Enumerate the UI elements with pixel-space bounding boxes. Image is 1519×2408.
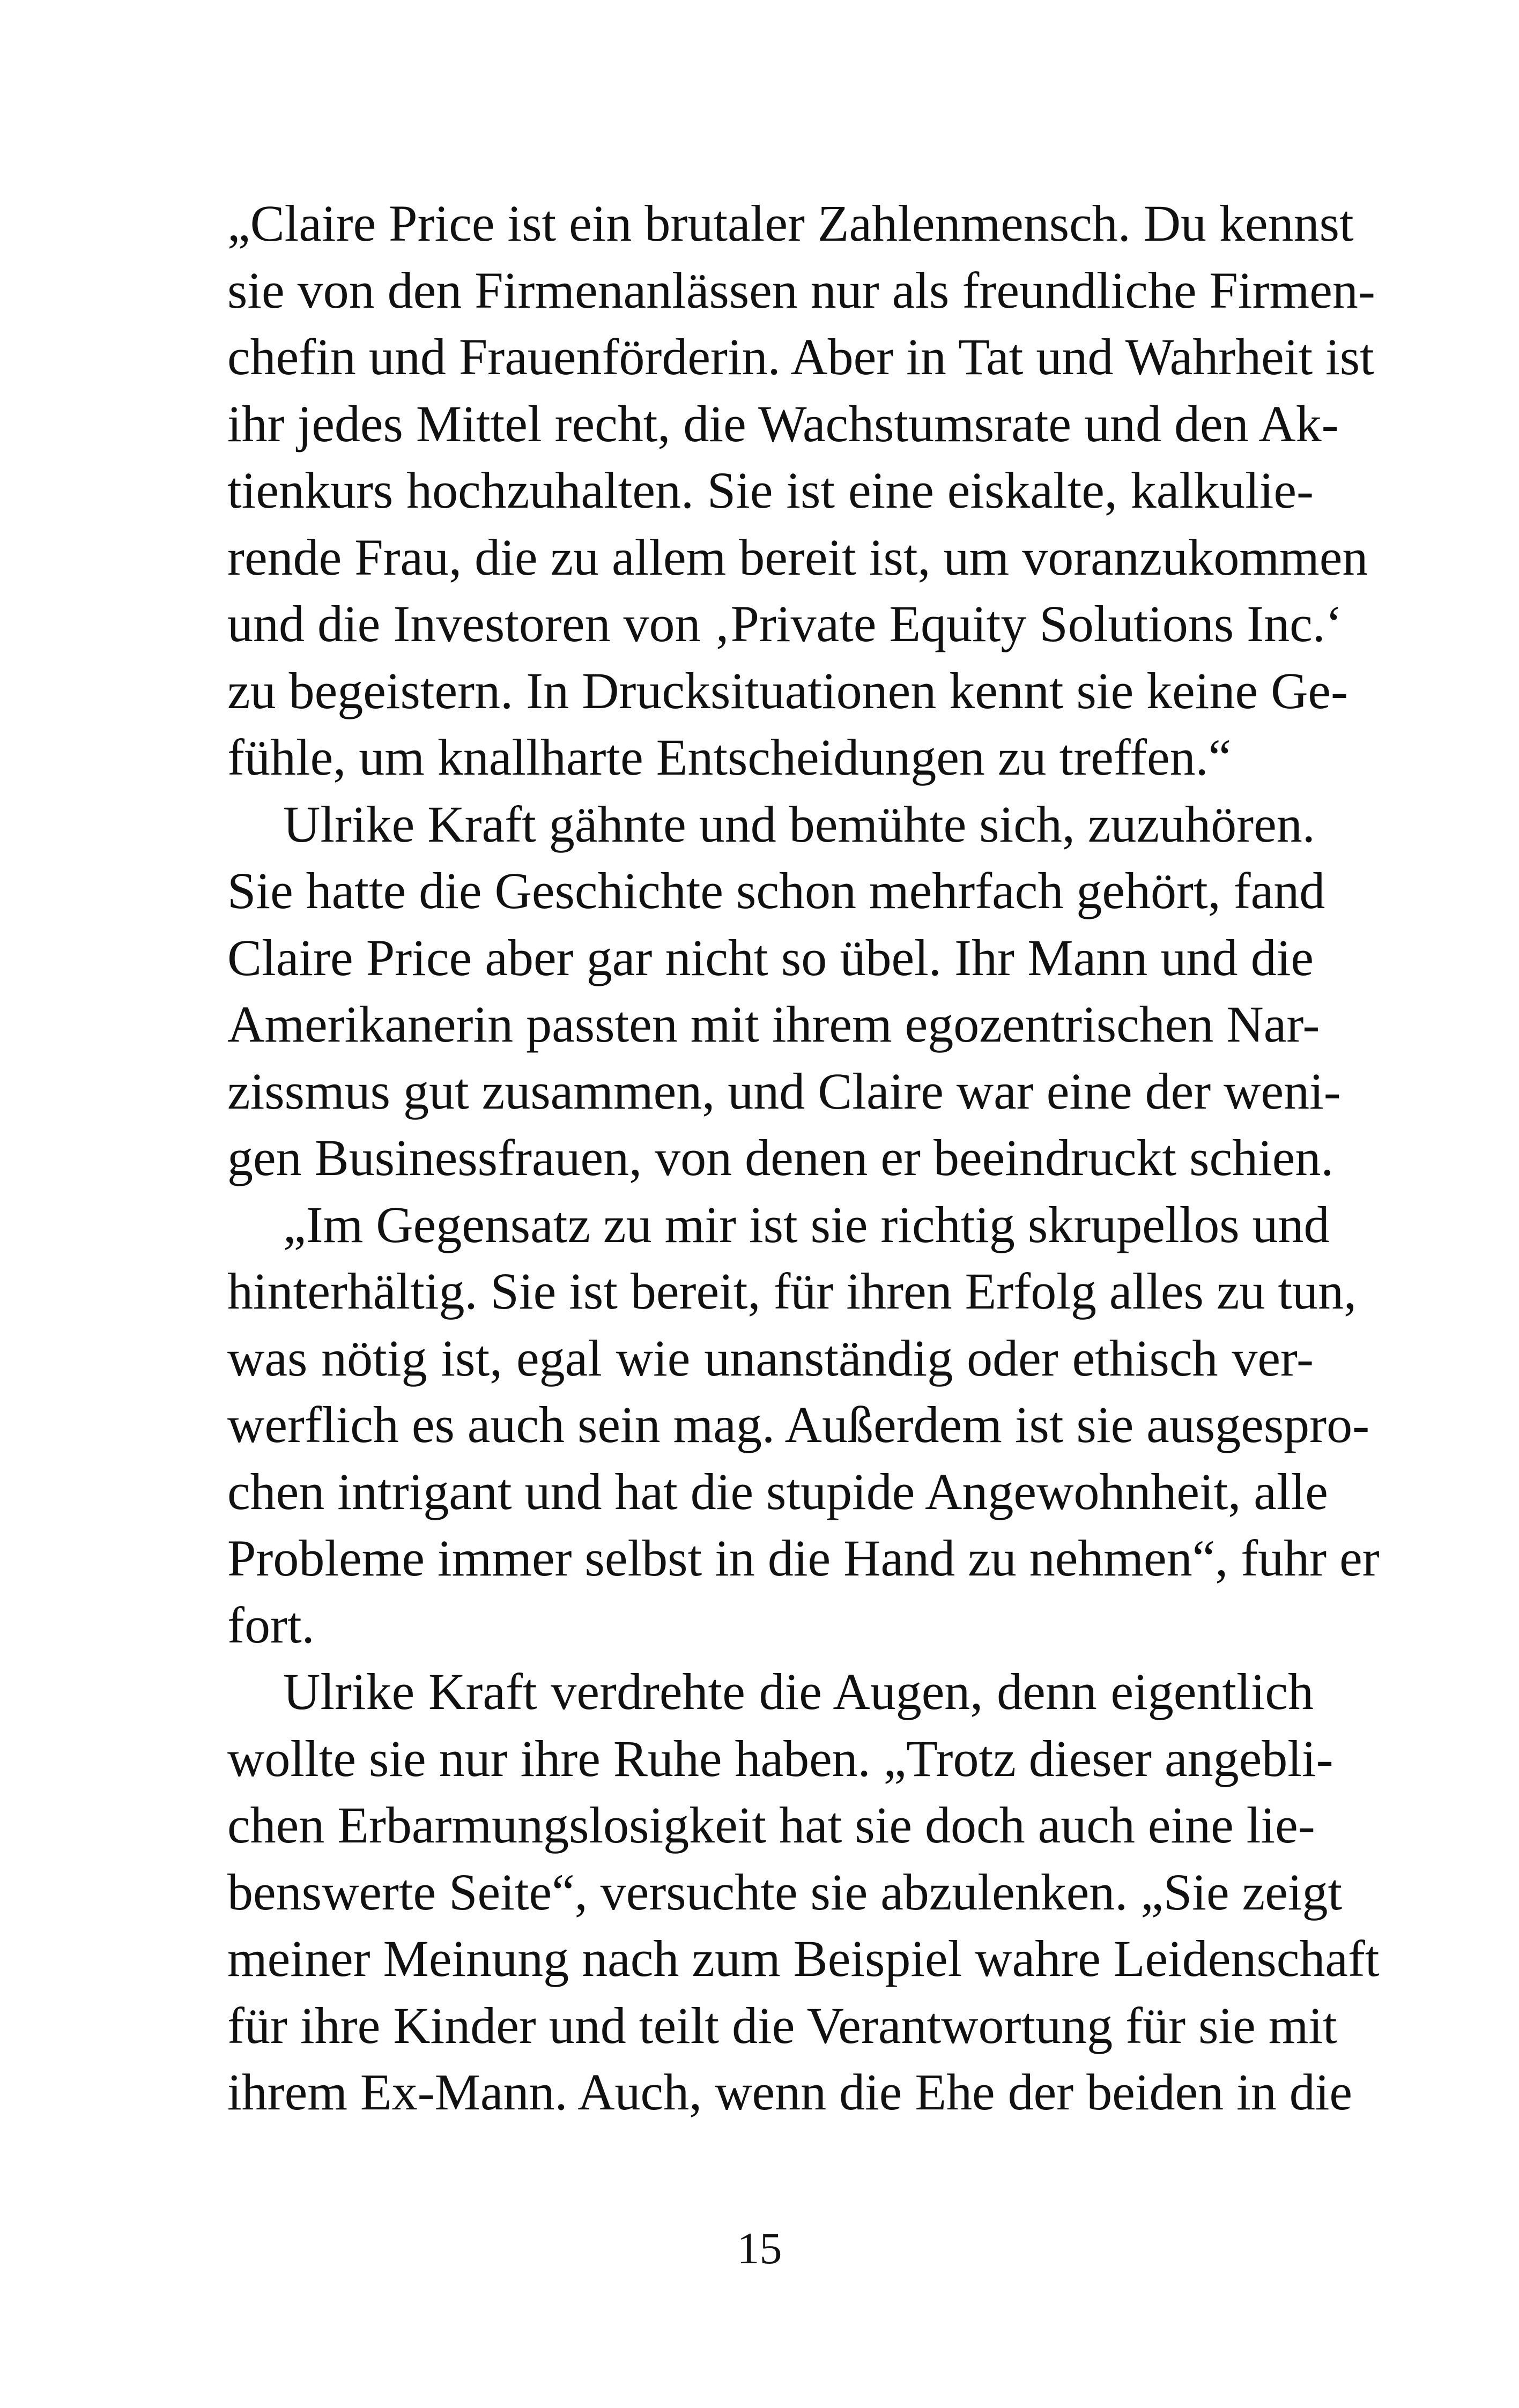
text-line: „Claire Price ist ein brutaler Zahlenmensch. Du kennst [227,195,1354,252]
text-line: chen intrigant und hat die stupide Angewohnheit, alle [227,1462,1328,1520]
text-line: Ulrike Kraft gähnte und bemühte sich, zuzuhören. [283,795,1315,853]
text-line: ihr jedes Mittel recht, die Wachstumsrate und den Ak- [227,395,1339,452]
text-line: Ulrike Kraft verdrehte die Augen, denn eigentlich [283,1663,1314,1720]
text-line: zissmus gut zusammen, und Claire war eine der weni- [227,1062,1341,1120]
text-line: Claire Price aber gar nicht so übel. Ihr Mann und die [227,928,1314,986]
page-number: 15 [737,2224,782,2273]
text-line: werflich es auch sein mag. Außerdem ist sie ausgespro- [227,1396,1370,1453]
text-line: sie von den Firmenanlässen nur als freundliche Firmen- [227,261,1375,319]
text-line: tienkurs hochzuhalten. Sie ist eine eiskalte, kalkulie- [227,462,1314,519]
text-line: Sie hatte die Geschichte schon mehrfach gehört, fand [227,862,1325,919]
text-line: rende Frau, die zu allem bereit ist, um voranzukommen [227,528,1368,586]
text-line: für ihre Kinder und teilt die Verantwortung für sie mit [227,1996,1337,2054]
text-line: wollte sie nur ihre Ruhe haben. „Trotz dieser angebli- [227,1729,1333,1787]
text-line: hinterhältig. Sie ist bereit, für ihren Erfolg alles zu tun, [227,1262,1357,1320]
text-line: chen Erbarmungslosigkeit hat sie doch auch eine lie- [227,1796,1315,1854]
text-line: chefin und Frauenförderin. Aber in Tat und Wahrheit ist [227,328,1374,385]
text-line: meiner Meinung nach zum Beispiel wahre Leidenschaft [227,1930,1380,1987]
text-line: und die Investoren von ‚Private Equity Solutions Inc.‘ [227,595,1343,652]
text-line: zu begeistern. In Drucksituationen kennt sie keine Ge- [227,662,1348,719]
text-line: Probleme immer selbst in die Hand zu nehmen“, fuhr er [227,1529,1380,1587]
body-text [227,190,1380,2126]
text-line: „Im Gegensatz zu mir ist sie richtig skrupellos und [283,1195,1330,1253]
text-line: ihrem Ex-Mann. Auch, wenn die Ehe der beiden in die [227,2063,1353,2121]
text-line: gen Businessfrauen, von denen er beeindruckt schien. [227,1129,1334,1186]
text-line: fort. [227,1596,315,1654]
text-line: benswerte Seite“, versuchte sie abzulenken. „Sie zeigt [227,1863,1343,1921]
text-line: Amerikanerin passten mit ihrem egozentrischen Nar- [227,995,1320,1053]
text-line: was nötig ist, egal wie unanständig oder ethisch ver- [227,1329,1314,1387]
text-line: fühle, um knallharte Entscheidungen zu treffen.“ [227,729,1232,786]
